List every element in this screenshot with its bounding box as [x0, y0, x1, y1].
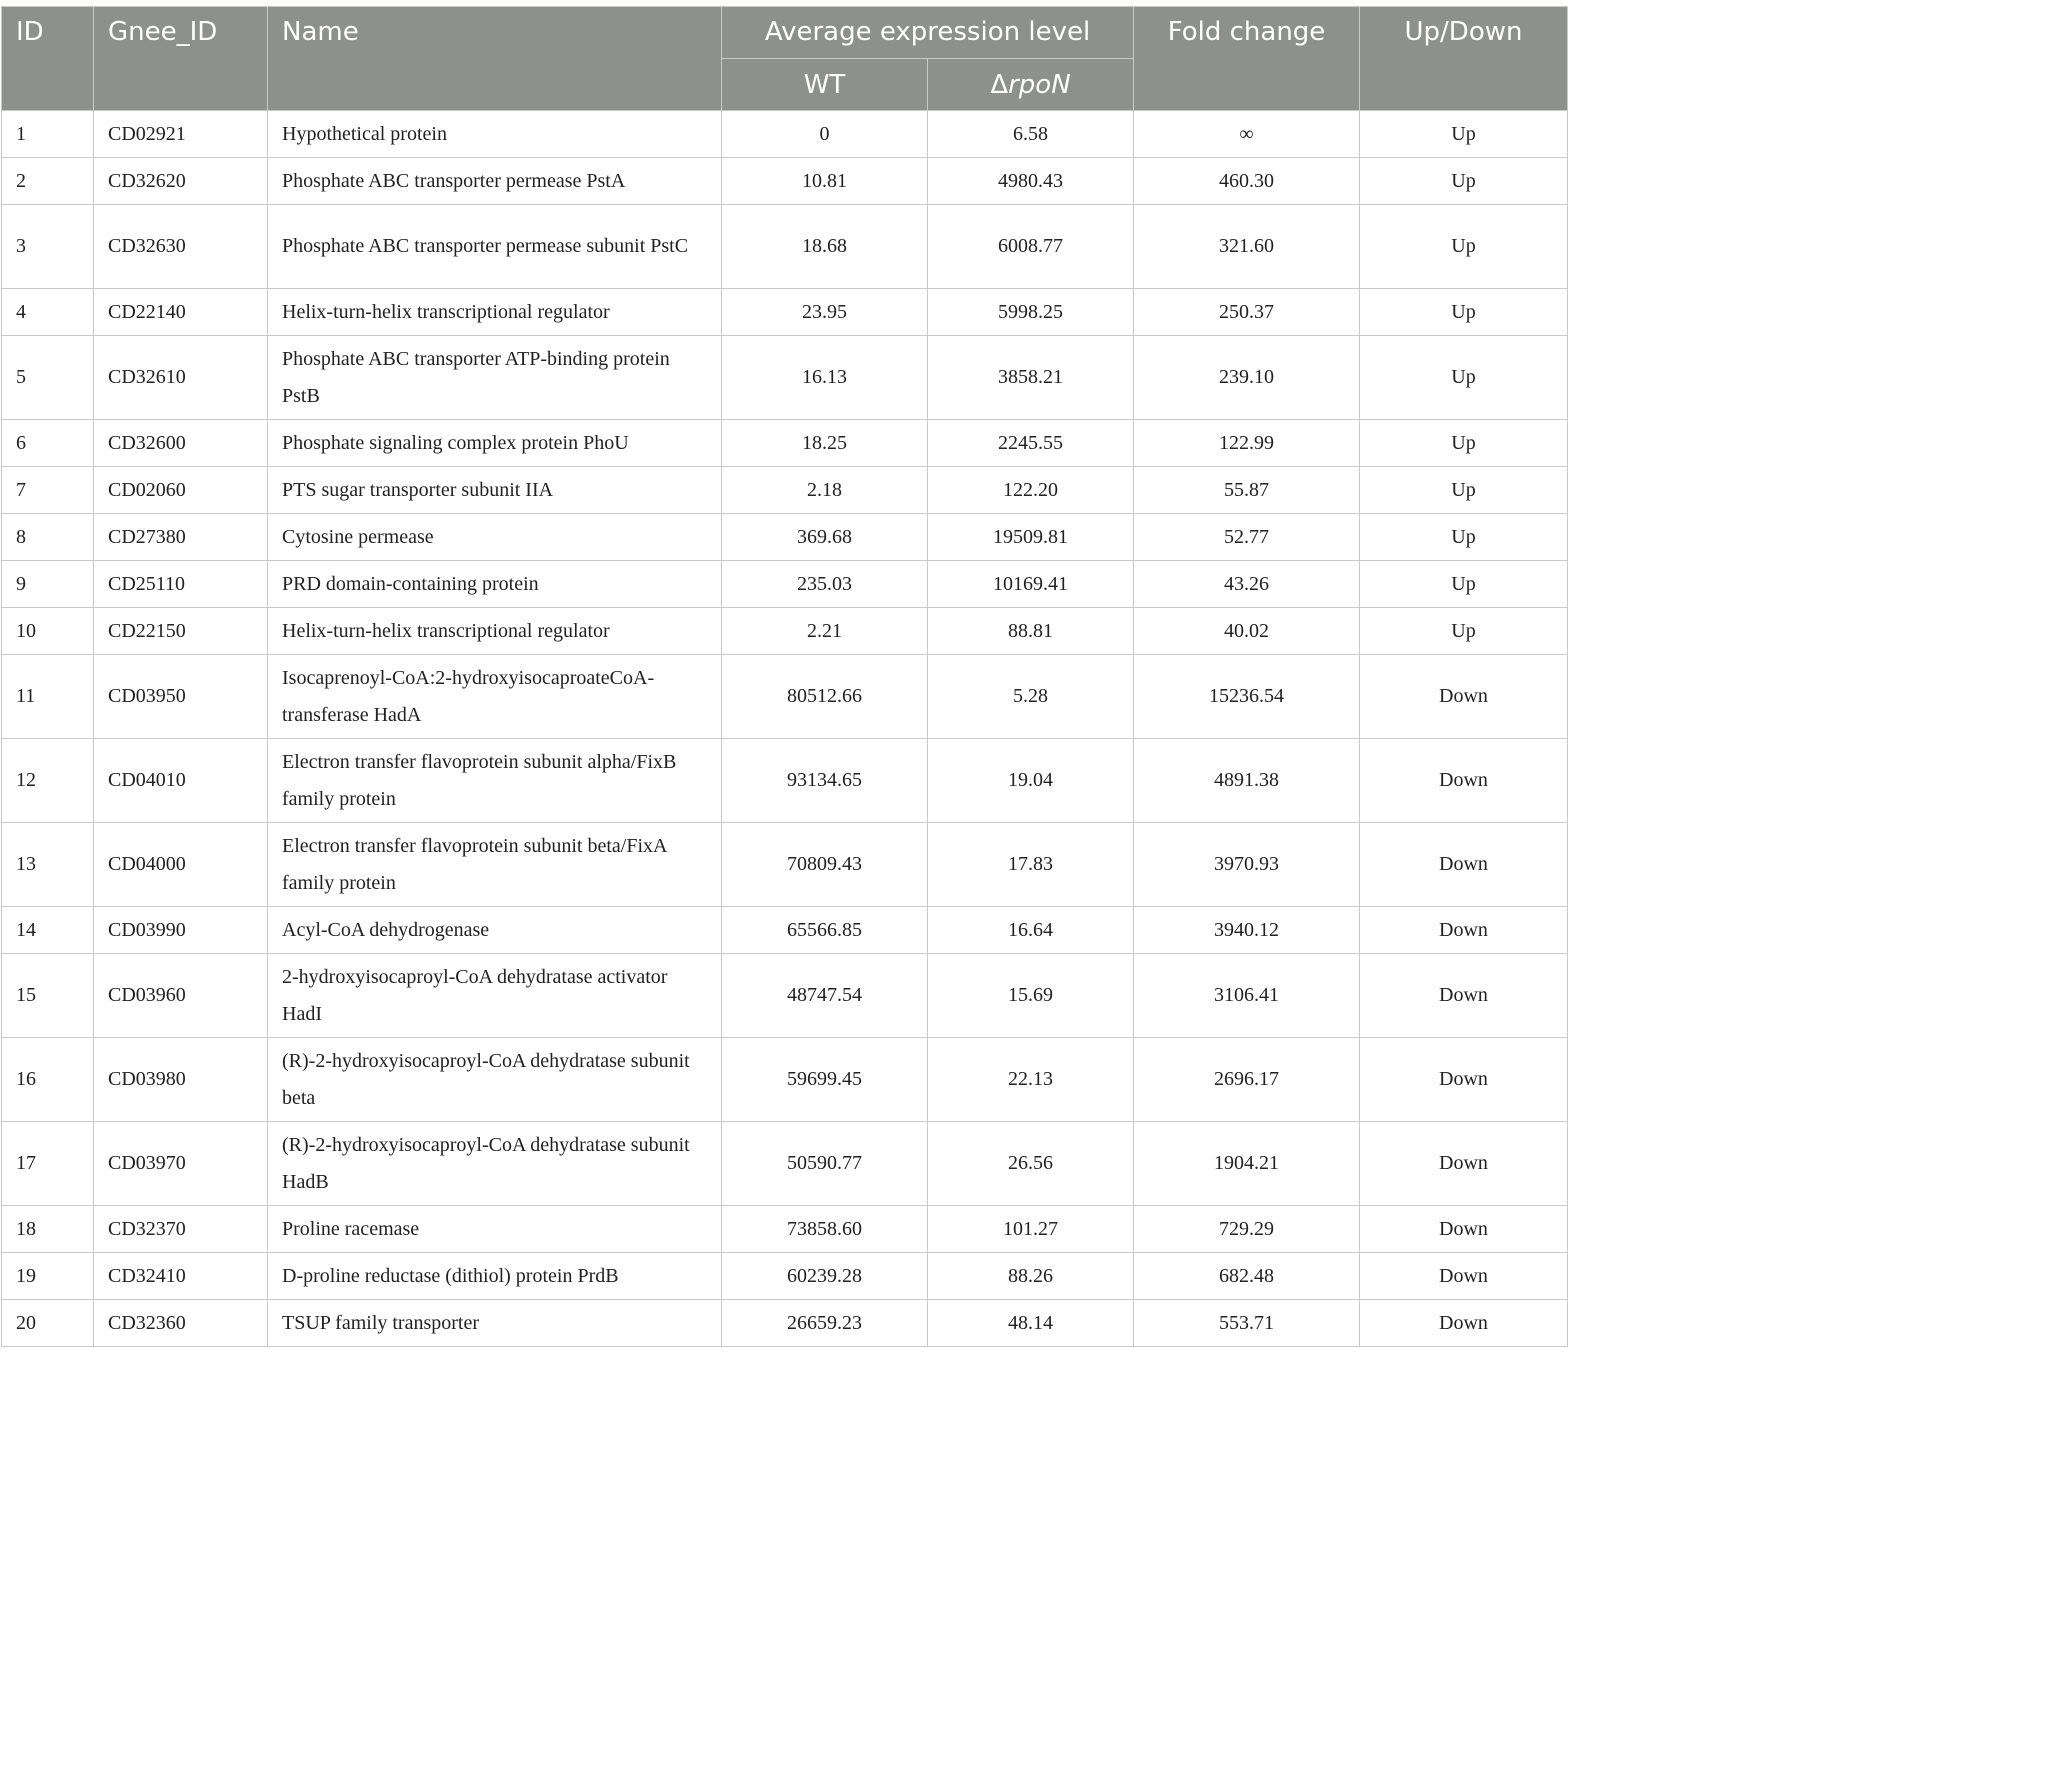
cell-name: Helix-turn-helix transcriptional regulator [268, 608, 722, 655]
cell-name: Isocaprenoyl-CoA:2-hydroxyisocaproateCoA-transferase HadA [268, 655, 722, 739]
cell-wt: 10.81 [722, 158, 928, 205]
cell-direction: Up [1360, 420, 1568, 467]
cell-id: 14 [2, 907, 94, 954]
cell-direction: Down [1360, 1253, 1568, 1300]
table-row [2, 1300, 1568, 1347]
cell-gene-id: CD04000 [94, 823, 268, 907]
table-row [2, 954, 1568, 1038]
cell-wt: 70809.43 [722, 823, 928, 907]
cell-id: 16 [2, 1038, 94, 1122]
table-header [2, 7, 1568, 111]
cell-fold-change: 1904.21 [1134, 1122, 1360, 1206]
cell-fold-change: 460.30 [1134, 158, 1360, 205]
cell-id: 15 [2, 954, 94, 1038]
cell-id: 19 [2, 1253, 94, 1300]
cell-fold-change: 321.60 [1134, 205, 1360, 289]
cell-rpon: 22.13 [928, 1038, 1134, 1122]
cell-name: Phosphate ABC transporter ATP-binding protein PstB [268, 336, 722, 420]
table-row [2, 608, 1568, 655]
cell-gene-id: CD32410 [94, 1253, 268, 1300]
cell-rpon: 101.27 [928, 1206, 1134, 1253]
cell-name: Phosphate ABC transporter permease subunit PstC [268, 205, 722, 289]
cell-rpon: 19509.81 [928, 514, 1134, 561]
expression-table [1, 6, 1568, 1347]
cell-fold-change: 250.37 [1134, 289, 1360, 336]
cell-fold-change: 40.02 [1134, 608, 1360, 655]
cell-fold-change: 553.71 [1134, 1300, 1360, 1347]
table-row [2, 1122, 1568, 1206]
cell-gene-id: CD32620 [94, 158, 268, 205]
cell-fold-change: ∞ [1134, 111, 1360, 158]
cell-direction: Up [1360, 514, 1568, 561]
table-row [2, 111, 1568, 158]
cell-direction: Down [1360, 1122, 1568, 1206]
cell-id: 4 [2, 289, 94, 336]
table-row [2, 1038, 1568, 1122]
cell-id: 3 [2, 205, 94, 289]
cell-rpon: 6.58 [928, 111, 1134, 158]
cell-direction: Up [1360, 205, 1568, 289]
cell-name: PRD domain-containing protein [268, 561, 722, 608]
cell-gene-id: CD27380 [94, 514, 268, 561]
cell-id: 18 [2, 1206, 94, 1253]
cell-name: (R)-2-hydroxyisocaproyl-CoA dehydratase subunit HadB [268, 1122, 722, 1206]
cell-gene-id: CD04010 [94, 739, 268, 823]
table-row [2, 561, 1568, 608]
cell-wt: 65566.85 [722, 907, 928, 954]
cell-rpon: 88.26 [928, 1253, 1134, 1300]
header-name: Name [268, 7, 722, 111]
cell-id: 1 [2, 111, 94, 158]
cell-direction: Down [1360, 907, 1568, 954]
cell-wt: 23.95 [722, 289, 928, 336]
header-average-expression: Average expression level [722, 7, 1134, 59]
cell-gene-id: CD32360 [94, 1300, 268, 1347]
table-row [2, 467, 1568, 514]
cell-wt: 18.68 [722, 205, 928, 289]
cell-wt: 235.03 [722, 561, 928, 608]
cell-name: Helix-turn-helix transcriptional regulator [268, 289, 722, 336]
cell-rpon: 16.64 [928, 907, 1134, 954]
cell-direction: Down [1360, 954, 1568, 1038]
cell-id: 11 [2, 655, 94, 739]
cell-rpon: 26.56 [928, 1122, 1134, 1206]
cell-rpon: 19.04 [928, 739, 1134, 823]
cell-gene-id: CD32630 [94, 205, 268, 289]
header-gene-id: Gnee_ID [94, 7, 268, 111]
cell-direction: Up [1360, 111, 1568, 158]
cell-wt: 26659.23 [722, 1300, 928, 1347]
cell-rpon: 6008.77 [928, 205, 1134, 289]
table-row [2, 655, 1568, 739]
cell-id: 2 [2, 158, 94, 205]
cell-wt: 369.68 [722, 514, 928, 561]
header-rpon [928, 59, 1134, 111]
cell-fold-change: 239.10 [1134, 336, 1360, 420]
cell-direction: Down [1360, 1206, 1568, 1253]
cell-fold-change: 729.29 [1134, 1206, 1360, 1253]
cell-id: 7 [2, 467, 94, 514]
cell-name: Phosphate signaling complex protein PhoU [268, 420, 722, 467]
cell-direction: Down [1360, 1038, 1568, 1122]
cell-id: 12 [2, 739, 94, 823]
cell-wt: 60239.28 [722, 1253, 928, 1300]
cell-id: 20 [2, 1300, 94, 1347]
cell-name: PTS sugar transporter subunit IIA [268, 467, 722, 514]
cell-gene-id: CD03970 [94, 1122, 268, 1206]
cell-rpon: 2245.55 [928, 420, 1134, 467]
cell-rpon: 88.81 [928, 608, 1134, 655]
cell-gene-id: CD02060 [94, 467, 268, 514]
header-rpon-delta: Δ [990, 69, 1009, 100]
cell-rpon: 3858.21 [928, 336, 1134, 420]
cell-name: D-proline reductase (dithiol) protein PrdB [268, 1253, 722, 1300]
table-row [2, 289, 1568, 336]
cell-id: 5 [2, 336, 94, 420]
cell-gene-id: CD25110 [94, 561, 268, 608]
cell-name: Proline racemase [268, 1206, 722, 1253]
cell-name: Electron transfer flavoprotein subunit alpha/FixB family protein [268, 739, 722, 823]
cell-name: Phosphate ABC transporter permease PstA [268, 158, 722, 205]
cell-rpon: 48.14 [928, 1300, 1134, 1347]
cell-fold-change: 3106.41 [1134, 954, 1360, 1038]
cell-fold-change: 43.26 [1134, 561, 1360, 608]
cell-rpon: 10169.41 [928, 561, 1134, 608]
header-fold-change: Fold change [1134, 7, 1360, 111]
cell-wt: 93134.65 [722, 739, 928, 823]
table-row [2, 823, 1568, 907]
cell-direction: Down [1360, 655, 1568, 739]
cell-gene-id: CD03990 [94, 907, 268, 954]
cell-rpon: 5998.25 [928, 289, 1134, 336]
cell-wt: 18.25 [722, 420, 928, 467]
cell-direction: Up [1360, 158, 1568, 205]
table-row [2, 739, 1568, 823]
table-row [2, 907, 1568, 954]
cell-rpon: 5.28 [928, 655, 1134, 739]
cell-direction: Up [1360, 467, 1568, 514]
cell-direction: Down [1360, 739, 1568, 823]
cell-name: Hypothetical protein [268, 111, 722, 158]
cell-wt: 16.13 [722, 336, 928, 420]
cell-wt: 2.21 [722, 608, 928, 655]
table-body [2, 111, 1568, 1347]
cell-gene-id: CD22140 [94, 289, 268, 336]
cell-name: TSUP family transporter [268, 1300, 722, 1347]
cell-name: Acyl-CoA dehydrogenase [268, 907, 722, 954]
cell-fold-change: 682.48 [1134, 1253, 1360, 1300]
table-row [2, 1253, 1568, 1300]
cell-rpon: 122.20 [928, 467, 1134, 514]
cell-gene-id: CD03960 [94, 954, 268, 1038]
cell-id: 9 [2, 561, 94, 608]
cell-wt: 73858.60 [722, 1206, 928, 1253]
table-row [2, 158, 1568, 205]
cell-wt: 2.18 [722, 467, 928, 514]
cell-gene-id: CD32370 [94, 1206, 268, 1253]
cell-gene-id: CD22150 [94, 608, 268, 655]
cell-name: 2-hydroxyisocaproyl-CoA dehydratase activator HadI [268, 954, 722, 1038]
cell-gene-id: CD32610 [94, 336, 268, 420]
cell-direction: Up [1360, 608, 1568, 655]
cell-fold-change: 3970.93 [1134, 823, 1360, 907]
cell-wt: 48747.54 [722, 954, 928, 1038]
table-row [2, 420, 1568, 467]
cell-name: Cytosine permease [268, 514, 722, 561]
cell-rpon: 17.83 [928, 823, 1134, 907]
cell-direction: Down [1360, 823, 1568, 907]
cell-wt: 50590.77 [722, 1122, 928, 1206]
cell-wt: 59699.45 [722, 1038, 928, 1122]
cell-id: 10 [2, 608, 94, 655]
cell-name: Electron transfer flavoprotein subunit beta/FixA family protein [268, 823, 722, 907]
cell-fold-change: 52.77 [1134, 514, 1360, 561]
cell-gene-id: CD03950 [94, 655, 268, 739]
table-row [2, 514, 1568, 561]
cell-direction: Up [1360, 561, 1568, 608]
table-row [2, 336, 1568, 420]
cell-fold-change: 122.99 [1134, 420, 1360, 467]
cell-id: 6 [2, 420, 94, 467]
table-row [2, 205, 1568, 289]
cell-direction: Up [1360, 336, 1568, 420]
header-up-down: Up/Down [1360, 7, 1568, 111]
header-rpon-gene: rpoN [1008, 69, 1071, 100]
cell-rpon: 4980.43 [928, 158, 1134, 205]
cell-direction: Down [1360, 1300, 1568, 1347]
cell-wt: 0 [722, 111, 928, 158]
cell-wt: 80512.66 [722, 655, 928, 739]
header-wt: WT [722, 59, 928, 111]
cell-gene-id: CD02921 [94, 111, 268, 158]
cell-direction: Up [1360, 289, 1568, 336]
cell-fold-change: 4891.38 [1134, 739, 1360, 823]
cell-fold-change: 15236.54 [1134, 655, 1360, 739]
cell-name: (R)-2-hydroxyisocaproyl-CoA dehydratase subunit beta [268, 1038, 722, 1122]
cell-gene-id: CD03980 [94, 1038, 268, 1122]
cell-id: 17 [2, 1122, 94, 1206]
cell-fold-change: 55.87 [1134, 467, 1360, 514]
table-row [2, 1206, 1568, 1253]
cell-gene-id: CD32600 [94, 420, 268, 467]
cell-rpon: 15.69 [928, 954, 1134, 1038]
cell-id: 8 [2, 514, 94, 561]
cell-fold-change: 2696.17 [1134, 1038, 1360, 1122]
cell-fold-change: 3940.12 [1134, 907, 1360, 954]
cell-id: 13 [2, 823, 94, 907]
header-id: ID [2, 7, 94, 111]
